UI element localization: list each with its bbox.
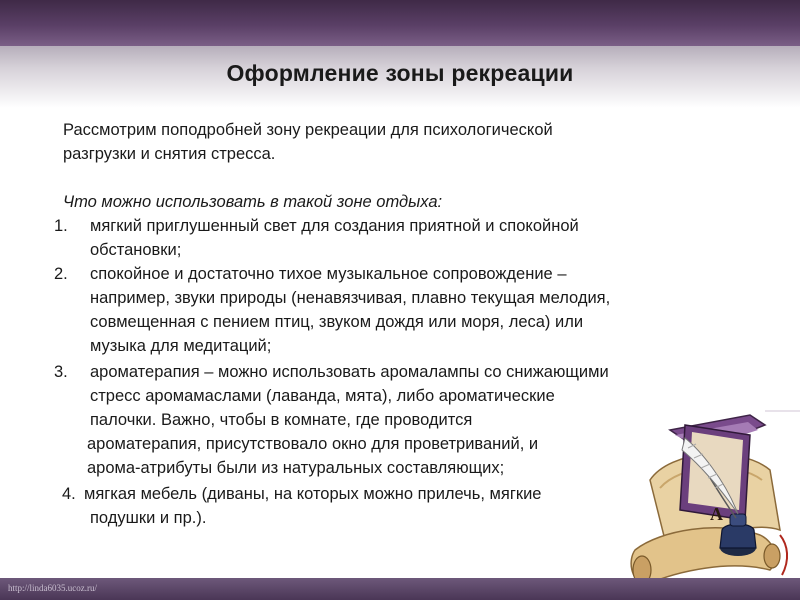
intro-paragraph — [63, 118, 663, 166]
slide-title: Оформление зоны рекреации — [226, 60, 574, 86]
list-item-number: 3. — [54, 363, 68, 381]
footer-url: http://linda6035.ucoz.ru/ — [8, 583, 97, 593]
list-item — [90, 262, 610, 358]
intro-line: Рассмотрим поподробней зону рекреации для психологической — [63, 121, 553, 139]
list-item-line: ароматерапия, присутствовало окно для проветриваний, и — [87, 435, 539, 453]
list-item — [87, 360, 609, 480]
list-item-line: обстановки; — [90, 241, 182, 259]
list-subheading: Что можно использовать в такой зоне отдыха: — [63, 193, 443, 211]
list-item-line: ароматерапия – можно использовать аромалампы со снижающими — [90, 363, 609, 381]
intro-line: разгрузки и снятия стресса. — [63, 145, 276, 163]
list-item-line: мягкая мебель (диваны, на которых можно прилечь, мягкие — [84, 485, 542, 503]
bottom-footer-band — [0, 578, 800, 600]
clipart-svg — [630, 410, 795, 600]
list-item-number: 1. — [54, 217, 68, 235]
list-item-line: например, звуки природы (ненавязчивая, плавно текущая мелодия, — [90, 289, 611, 307]
scroll-quill-inkwell-clipart — [630, 410, 795, 600]
list-item — [84, 482, 541, 530]
list-item-line: подушки и пр.). — [90, 509, 207, 527]
list-item-line: стресс аромамаслами (лаванда, мята), либо ароматические — [90, 387, 555, 405]
list-item-line: мягкий приглушенный свет для создания приятной и спокойной — [90, 217, 579, 235]
list-item — [90, 214, 579, 262]
list-item-line: палочки. Важно, чтобы в комнате, где проводится — [90, 411, 473, 429]
list-item-number: 4. — [62, 485, 76, 503]
list-item-line: совмещенная с пением птиц, звуком дождя или моря, леса) или — [90, 313, 584, 331]
list-item-line: арома-атрибуты были из натуральных составляющих; — [87, 459, 505, 477]
clipart-letter: А — [710, 504, 723, 524]
list-item-number: 2. — [54, 265, 68, 283]
list-item-line: спокойное и достаточно тихое музыкальное сопровождение – — [90, 265, 567, 283]
list-item-line: музыка для медитаций; — [90, 337, 272, 355]
